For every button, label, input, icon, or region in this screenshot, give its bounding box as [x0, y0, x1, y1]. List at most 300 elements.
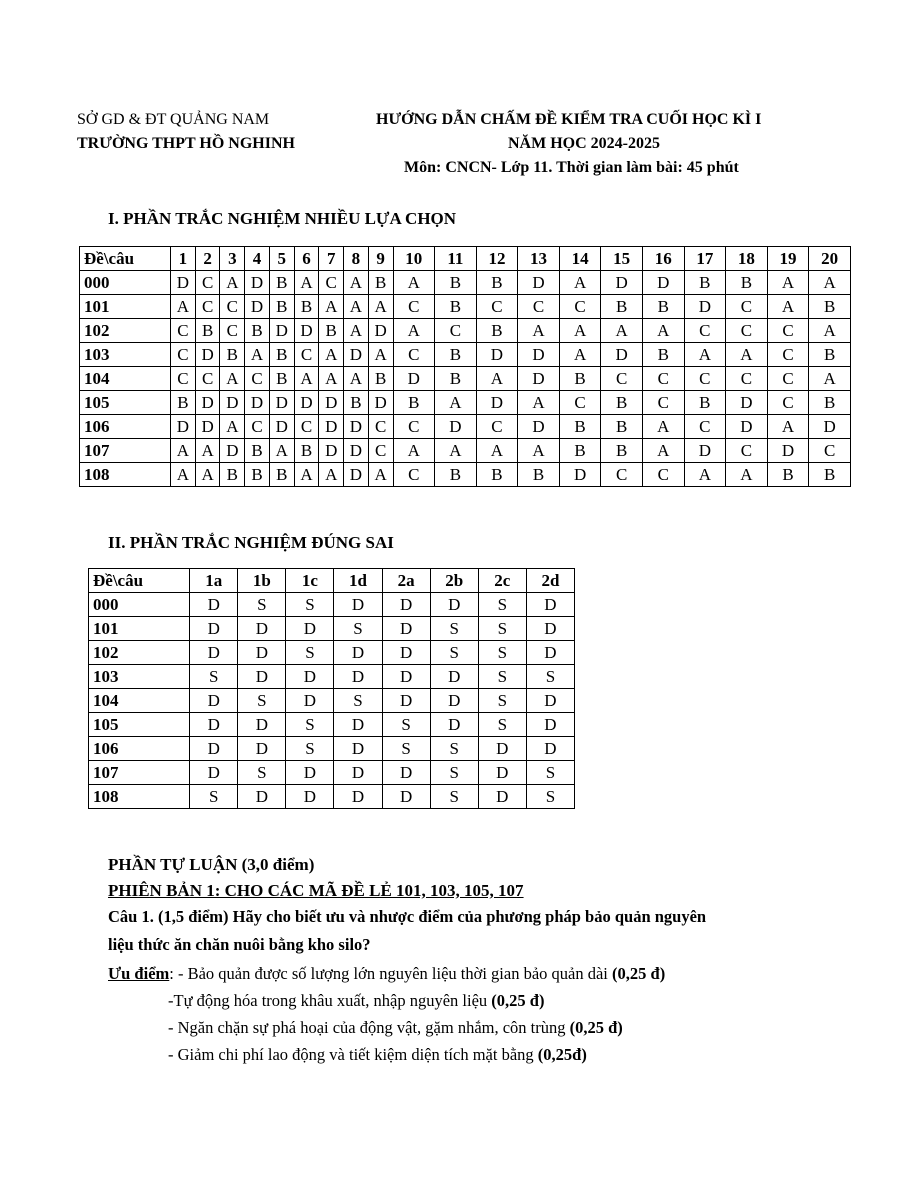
answer-cell: D	[726, 415, 768, 439]
answer-cell: D	[684, 439, 726, 463]
answer-cell: C	[245, 415, 270, 439]
answer-cell: D	[368, 391, 393, 415]
answer-cell: D	[478, 737, 526, 761]
subject-info: Môn: CNCN- Lớp 11. Thời gian làm bài: 45 phút	[404, 159, 739, 176]
answer-cell: D	[526, 617, 574, 641]
answer-cell: A	[294, 367, 319, 391]
answer-cell: C	[435, 319, 477, 343]
answer-cell: D	[319, 391, 344, 415]
answer-cell: A	[344, 295, 369, 319]
answer-cell: D	[393, 367, 435, 391]
answer-cell: A	[767, 271, 809, 295]
answer-cell: A	[767, 415, 809, 439]
answer-cell: D	[220, 439, 245, 463]
answer-cell: S	[478, 689, 526, 713]
table-row	[80, 463, 851, 487]
school-name: TRƯỜNG THPT HỒ NGHINH	[77, 135, 295, 152]
answer-cell: A	[435, 391, 477, 415]
answer-cell: C	[767, 319, 809, 343]
answer-cell: B	[642, 343, 684, 367]
answer-cell: D	[269, 391, 294, 415]
answer-cell: A	[601, 319, 643, 343]
answer-cell: B	[476, 271, 518, 295]
answer-cell: B	[809, 391, 851, 415]
column-header-cell: 8	[344, 247, 369, 271]
answer-cell: S	[190, 665, 238, 689]
answer-cell: D	[430, 593, 478, 617]
answer-cell: B	[435, 343, 477, 367]
answer-cell: D	[190, 641, 238, 665]
table-row	[89, 617, 575, 641]
column-header-cell: 2	[195, 247, 220, 271]
table-row	[89, 761, 575, 785]
answer-cell: C	[767, 343, 809, 367]
answer-cell: C	[319, 271, 344, 295]
answer-cell: S	[430, 617, 478, 641]
answer-cell: S	[430, 785, 478, 809]
answer-cell: B	[220, 343, 245, 367]
column-header-cell: 4	[245, 247, 270, 271]
exam-code-cell: 000	[89, 593, 190, 617]
answer-cell: D	[245, 295, 270, 319]
exam-code-cell: 102	[89, 641, 190, 665]
answer-cell: C	[601, 367, 643, 391]
answer-cell: S	[382, 713, 430, 737]
answer-cell: D	[382, 593, 430, 617]
answer-cell: D	[238, 665, 286, 689]
answer-cell: D	[294, 391, 319, 415]
column-header-cell: 19	[767, 247, 809, 271]
answer-cell: S	[238, 761, 286, 785]
document-title: HƯỚNG DẪN CHẤM ĐỀ KIỂM TRA CUỐI HỌC KÌ I	[376, 111, 762, 128]
answer-cell: A	[245, 343, 270, 367]
answer-cell: A	[476, 439, 518, 463]
answer-cell: S	[286, 737, 334, 761]
table-row	[80, 343, 851, 367]
answer-cell: B	[601, 391, 643, 415]
column-header-cell: 9	[368, 247, 393, 271]
answer-cell: D	[526, 689, 574, 713]
column-header-cell: 16	[642, 247, 684, 271]
answer-cell: S	[478, 665, 526, 689]
answer-cell: D	[334, 665, 382, 689]
answer-cell: A	[319, 343, 344, 367]
answer-cell: D	[382, 689, 430, 713]
answer-cell: A	[435, 439, 477, 463]
table-row	[80, 295, 851, 319]
answer-cell: D	[809, 415, 851, 439]
answer-cell: A	[195, 439, 220, 463]
multiple-choice-answer-table	[79, 246, 851, 487]
answer-cell: B	[684, 391, 726, 415]
table-row	[89, 737, 575, 761]
answer-cell: C	[220, 295, 245, 319]
answer-cell: D	[382, 641, 430, 665]
answer-cell: C	[195, 295, 220, 319]
answer-cell: C	[726, 367, 768, 391]
table-row	[89, 593, 575, 617]
answer-cell: A	[726, 343, 768, 367]
column-header-cell: 17	[684, 247, 726, 271]
exam-code-cell: 101	[80, 295, 171, 319]
table-row	[89, 713, 575, 737]
table-row	[80, 271, 851, 295]
answer-cell: C	[559, 391, 601, 415]
exam-code-cell: 102	[80, 319, 171, 343]
answer-cell: C	[294, 415, 319, 439]
advantage-line-1	[108, 961, 665, 986]
advantage-score: (0,25 đ)	[569, 1018, 623, 1037]
answer-cell: C	[601, 463, 643, 487]
answer-cell: D	[190, 617, 238, 641]
answer-cell: C	[393, 463, 435, 487]
answer-cell: D	[334, 593, 382, 617]
answer-cell: D	[435, 415, 477, 439]
column-header-cell: 20	[809, 247, 851, 271]
answer-cell: C	[476, 295, 518, 319]
column-header-cell: 15	[601, 247, 643, 271]
answer-cell: S	[526, 785, 574, 809]
answer-cell: D	[334, 785, 382, 809]
answer-cell: A	[344, 271, 369, 295]
answer-cell: A	[344, 367, 369, 391]
answer-cell: D	[286, 785, 334, 809]
answer-cell: C	[245, 367, 270, 391]
answer-cell: A	[393, 271, 435, 295]
exam-code-cell: 103	[89, 665, 190, 689]
answer-cell: C	[171, 343, 196, 367]
department-name: SỞ GD & ĐT QUẢNG NAM	[77, 111, 270, 128]
answer-cell: S	[526, 761, 574, 785]
exam-code-cell: 106	[89, 737, 190, 761]
answer-cell: D	[518, 343, 560, 367]
answer-cell: D	[238, 713, 286, 737]
answer-cell: A	[476, 367, 518, 391]
answer-cell: B	[245, 463, 270, 487]
answer-cell: C	[726, 319, 768, 343]
answer-cell: S	[478, 593, 526, 617]
answer-cell: C	[476, 415, 518, 439]
answer-cell: S	[334, 617, 382, 641]
school-year: NĂM HỌC 2024-2025	[508, 135, 660, 152]
column-header-cell: 2c	[478, 569, 526, 593]
answer-cell: D	[430, 665, 478, 689]
answer-cell: D	[286, 617, 334, 641]
answer-cell: A	[559, 271, 601, 295]
answer-cell: A	[269, 439, 294, 463]
answer-cell: S	[526, 665, 574, 689]
answer-cell: A	[171, 439, 196, 463]
answer-cell: A	[809, 319, 851, 343]
answer-cell: S	[430, 761, 478, 785]
question-1-line-1: Câu 1. (1,5 điểm) Hãy cho biết ưu và nhược điểm của phương pháp bảo quản nguyên	[108, 907, 707, 926]
answer-cell: A	[319, 463, 344, 487]
advantage-score: (0,25 đ)	[612, 964, 666, 983]
answer-cell: B	[559, 367, 601, 391]
answer-cell: D	[195, 343, 220, 367]
answer-cell: C	[559, 295, 601, 319]
answer-cell: D	[190, 593, 238, 617]
answer-cell: B	[269, 367, 294, 391]
column-header-cell: 3	[220, 247, 245, 271]
answer-cell: B	[435, 463, 477, 487]
answer-cell: B	[726, 271, 768, 295]
answer-cell: B	[809, 463, 851, 487]
column-header-cell: 7	[319, 247, 344, 271]
answer-cell: D	[334, 761, 382, 785]
answer-cell: D	[269, 415, 294, 439]
advantage-text: - Giảm chi phí lao động và tiết kiệm diện tích mặt bằng	[168, 1045, 538, 1064]
answer-cell: D	[344, 439, 369, 463]
answer-cell: D	[726, 391, 768, 415]
answer-cell: D	[190, 761, 238, 785]
answer-cell: A	[642, 319, 684, 343]
version-heading: PHIÊN BẢN 1: CHO CÁC MÃ ĐỀ LẺ 101, 103, 105, 107	[108, 881, 524, 900]
answer-cell: C	[393, 295, 435, 319]
answer-cell: D	[245, 391, 270, 415]
answer-cell: A	[684, 463, 726, 487]
answer-cell: A	[642, 415, 684, 439]
exam-code-cell: 103	[80, 343, 171, 367]
exam-code-cell: 101	[89, 617, 190, 641]
true-false-answer-table	[88, 568, 575, 809]
part2-title: II. PHẦN TRẮC NGHIỆM ĐÚNG SAI	[108, 533, 394, 552]
answer-cell: D	[601, 271, 643, 295]
column-header-cell: 18	[726, 247, 768, 271]
answer-cell: D	[344, 463, 369, 487]
table-row	[80, 415, 851, 439]
column-header-cell: 12	[476, 247, 518, 271]
answer-cell: A	[726, 463, 768, 487]
answer-cell: A	[518, 439, 560, 463]
answer-cell: D	[559, 463, 601, 487]
answer-cell: D	[319, 415, 344, 439]
answer-cell: C	[195, 271, 220, 295]
answer-cell: A	[393, 439, 435, 463]
answer-cell: B	[767, 463, 809, 487]
answer-cell: A	[171, 295, 196, 319]
answer-cell: B	[269, 271, 294, 295]
answer-cell: C	[767, 391, 809, 415]
answer-cell: D	[171, 415, 196, 439]
answer-cell: B	[809, 343, 851, 367]
answer-cell: B	[559, 439, 601, 463]
exam-code-cell: 104	[89, 689, 190, 713]
answer-cell: C	[684, 319, 726, 343]
answer-cell: C	[195, 367, 220, 391]
answer-cell: B	[294, 295, 319, 319]
answer-cell: A	[809, 271, 851, 295]
exam-code-cell: 000	[80, 271, 171, 295]
column-header-cell: 6	[294, 247, 319, 271]
answer-cell: B	[435, 367, 477, 391]
answer-cell: D	[238, 785, 286, 809]
answer-cell: A	[220, 415, 245, 439]
answer-cell: D	[526, 641, 574, 665]
answer-cell: D	[171, 271, 196, 295]
advantage-label: Ưu điểm	[108, 964, 170, 983]
answer-cell: B	[809, 295, 851, 319]
answer-cell: D	[526, 593, 574, 617]
answer-cell: D	[382, 761, 430, 785]
answer-cell: D	[190, 689, 238, 713]
answer-cell: A	[368, 343, 393, 367]
exam-code-cell: 107	[89, 761, 190, 785]
column-header-cell: 13	[518, 247, 560, 271]
answer-cell: B	[269, 295, 294, 319]
answer-cell: D	[430, 689, 478, 713]
answer-cell: B	[476, 463, 518, 487]
answer-cell: C	[171, 319, 196, 343]
answer-cell: B	[601, 415, 643, 439]
answer-cell: S	[286, 641, 334, 665]
column-header-cell: 2b	[430, 569, 478, 593]
answer-cell: B	[684, 271, 726, 295]
answer-cell: B	[220, 463, 245, 487]
column-header-cell: 2a	[382, 569, 430, 593]
answer-cell: A	[393, 319, 435, 343]
table-header-row	[80, 247, 851, 271]
answer-cell: D	[269, 319, 294, 343]
answer-cell: D	[195, 415, 220, 439]
column-header-cell: 1b	[238, 569, 286, 593]
exam-code-cell: 108	[80, 463, 171, 487]
answer-cell: B	[171, 391, 196, 415]
answer-cell: C	[518, 295, 560, 319]
answer-cell: D	[518, 415, 560, 439]
answer-cell: A	[518, 319, 560, 343]
answer-cell: D	[518, 271, 560, 295]
answer-cell: D	[238, 617, 286, 641]
advantage-score: (0,25 đ)	[491, 991, 545, 1010]
answer-cell: S	[430, 737, 478, 761]
answer-cell: S	[286, 593, 334, 617]
answer-cell: D	[245, 271, 270, 295]
table-row	[89, 641, 575, 665]
answer-cell: S	[430, 641, 478, 665]
answer-cell: A	[368, 295, 393, 319]
table-row	[89, 689, 575, 713]
answer-cell: D	[601, 343, 643, 367]
exam-code-cell: 107	[80, 439, 171, 463]
column-header-cell: 10	[393, 247, 435, 271]
answer-cell: A	[684, 343, 726, 367]
answer-cell: D	[526, 737, 574, 761]
answer-cell: A	[767, 295, 809, 319]
column-header-cell: 5	[269, 247, 294, 271]
answer-cell: C	[726, 295, 768, 319]
part1-title: I. PHẦN TRẮC NGHIỆM NHIỀU LỰA CHỌN	[108, 209, 457, 228]
answer-cell: B	[435, 295, 477, 319]
answer-cell: B	[601, 439, 643, 463]
answer-cell: D	[334, 737, 382, 761]
answer-cell: D	[476, 391, 518, 415]
answer-cell: A	[642, 439, 684, 463]
answer-cell: D	[344, 343, 369, 367]
answer-cell: A	[809, 367, 851, 391]
answer-cell: C	[684, 415, 726, 439]
answer-cell: S	[334, 689, 382, 713]
answer-cell: S	[478, 641, 526, 665]
answer-cell: D	[319, 439, 344, 463]
answer-cell: C	[642, 463, 684, 487]
answer-cell: B	[245, 319, 270, 343]
answer-cell: D	[368, 319, 393, 343]
answer-cell: A	[220, 271, 245, 295]
answer-cell: A	[319, 295, 344, 319]
advantage-line-2	[168, 988, 544, 1013]
answer-cell: S	[238, 689, 286, 713]
table-row	[80, 319, 851, 343]
answer-cell: B	[642, 295, 684, 319]
answer-cell: B	[245, 439, 270, 463]
answer-cell: D	[238, 737, 286, 761]
answer-cell: C	[294, 343, 319, 367]
answer-cell: B	[269, 463, 294, 487]
answer-cell: D	[382, 785, 430, 809]
table-header-row	[89, 569, 575, 593]
column-header-cell: 2d	[526, 569, 574, 593]
column-header-cell: 1d	[334, 569, 382, 593]
answer-cell: C	[684, 367, 726, 391]
answer-cell: B	[368, 367, 393, 391]
answer-cell: C	[809, 439, 851, 463]
answer-cell: C	[368, 415, 393, 439]
answer-cell: A	[171, 463, 196, 487]
answer-cell: B	[393, 391, 435, 415]
answer-cell: B	[476, 319, 518, 343]
answer-cell: C	[726, 439, 768, 463]
answer-cell: D	[684, 295, 726, 319]
exam-code-cell: 104	[80, 367, 171, 391]
answer-cell: D	[344, 415, 369, 439]
answer-cell: D	[476, 343, 518, 367]
answer-cell: D	[526, 713, 574, 737]
answer-cell: B	[294, 439, 319, 463]
answer-cell: D	[334, 641, 382, 665]
answer-cell: B	[435, 271, 477, 295]
answer-cell: D	[294, 319, 319, 343]
answer-cell: A	[559, 343, 601, 367]
answer-cell: C	[767, 367, 809, 391]
answer-cell: C	[171, 367, 196, 391]
answer-cell: S	[238, 593, 286, 617]
answer-cell: D	[430, 713, 478, 737]
answer-cell: A	[294, 463, 319, 487]
answer-cell: A	[559, 319, 601, 343]
table-row	[80, 391, 851, 415]
column-header-cell: 1	[171, 247, 196, 271]
answer-cell: B	[319, 319, 344, 343]
table-row	[89, 785, 575, 809]
table-row	[80, 367, 851, 391]
answer-cell: D	[518, 367, 560, 391]
table-row	[89, 665, 575, 689]
answer-cell: D	[382, 617, 430, 641]
answer-cell: D	[478, 761, 526, 785]
answer-cell: B	[368, 271, 393, 295]
header-label-cell: Đề\câu	[80, 247, 171, 271]
column-header-cell: 1a	[190, 569, 238, 593]
answer-cell: A	[319, 367, 344, 391]
answer-cell: B	[601, 295, 643, 319]
answer-cell: D	[286, 665, 334, 689]
answer-cell: C	[220, 319, 245, 343]
answer-cell: A	[518, 391, 560, 415]
answer-cell: C	[642, 367, 684, 391]
exam-code-cell: 105	[89, 713, 190, 737]
answer-cell: D	[334, 713, 382, 737]
